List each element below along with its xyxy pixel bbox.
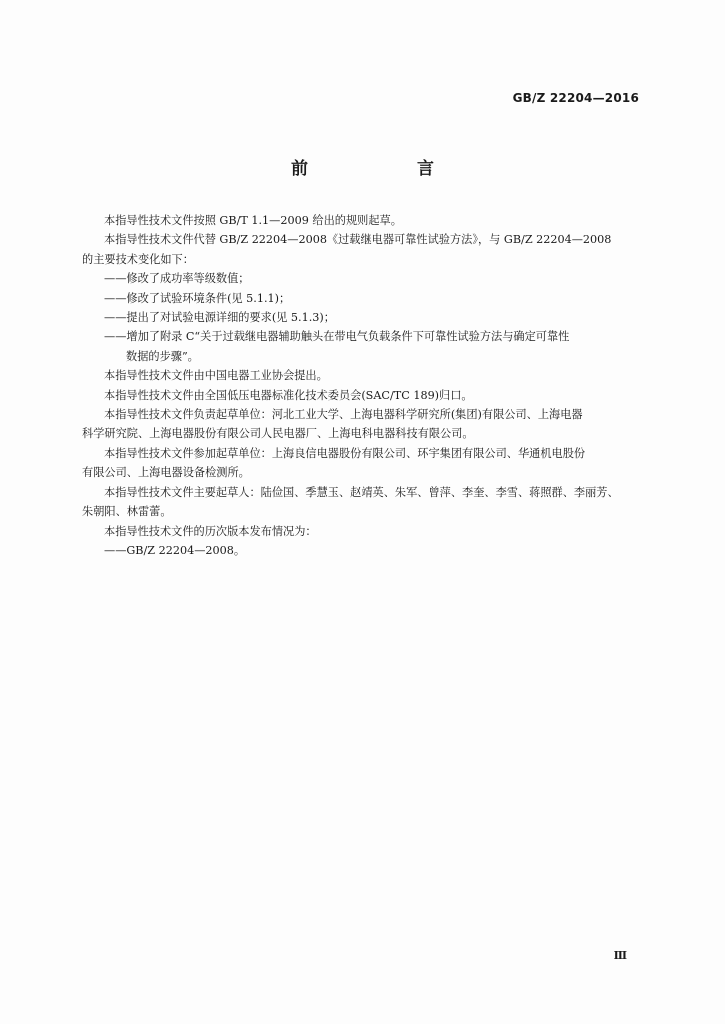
list-item-previous-version: ——GB/Z 22204—2008。 [104, 543, 246, 557]
paragraph-drafting-units: 本指导性技术文件负责起草单位：河北工业大学、上海电器科学研究所(集团)有限公司、上海电器 [104, 408, 583, 422]
list-item-change-1: ——修改了成功率等级数值； [104, 272, 250, 286]
page-title: 前 言 [291, 159, 480, 179]
paragraph-main-drafters-continued: 朱朝阳、林雷蕾。 [82, 505, 172, 519]
paragraph-replacement: 本指导性技术文件代替 GB/Z 22204—2008《过载继电器可靠性试验方法》，与 GB/Z 22204—2008 [104, 233, 612, 247]
paragraph-participating-units: 本指导性技术文件参加起草单位：上海良信电器股份有限公司、环宇集团有限公司、华通机电股份 [104, 446, 586, 460]
paragraph-drafting-units-continued: 科学研究院、上海电器股份有限公司人民电器厂、上海电科电器科技有限公司。 [82, 427, 474, 441]
list-item-change-4: ——增加了附录 C“关于过载继电器辅助触头在带电气负载条件下可靠性试验方法与确定可靠性 [104, 330, 570, 344]
paragraph-proposed-by: 本指导性技术文件由中国电器工业协会提出。 [104, 369, 328, 383]
document-code: GB/Z 22204—2016 [512, 91, 639, 105]
paragraph-replacement-continued: 的主要技术变化如下： [82, 252, 194, 266]
paragraph-version-history: 本指导性技术文件的历次版本发布情况为： [104, 524, 317, 538]
list-item-change-3: ——提出了对试验电源详细的要求(见 5.1.3)； [104, 311, 335, 325]
paragraph-main-drafters: 本指导性技术文件主要起草人：陆俭国、季慧玉、赵靖英、朱军、曾萍、李奎、李雪、蒋照群、李丽芳、 [104, 485, 619, 499]
document-body [82, 211, 642, 560]
list-item-change-4-continued: 数据的步骤”。 [126, 349, 199, 363]
paragraph-under-jurisdiction: 本指导性技术文件由全国低压电器标准化技术委员会(SAC/TC 189)归口。 [104, 388, 473, 402]
page-number: Ⅲ [613, 949, 627, 962]
paragraph-participating-units-continued: 有限公司、上海电器设备检测所。 [82, 466, 250, 480]
list-item-change-2: ——修改了试验环境条件(见 5.1.1)； [104, 291, 291, 305]
paragraph-drafting-rules: 本指导性技术文件按照 GB/T 1.1—2009 给出的规则起草。 [104, 214, 402, 227]
